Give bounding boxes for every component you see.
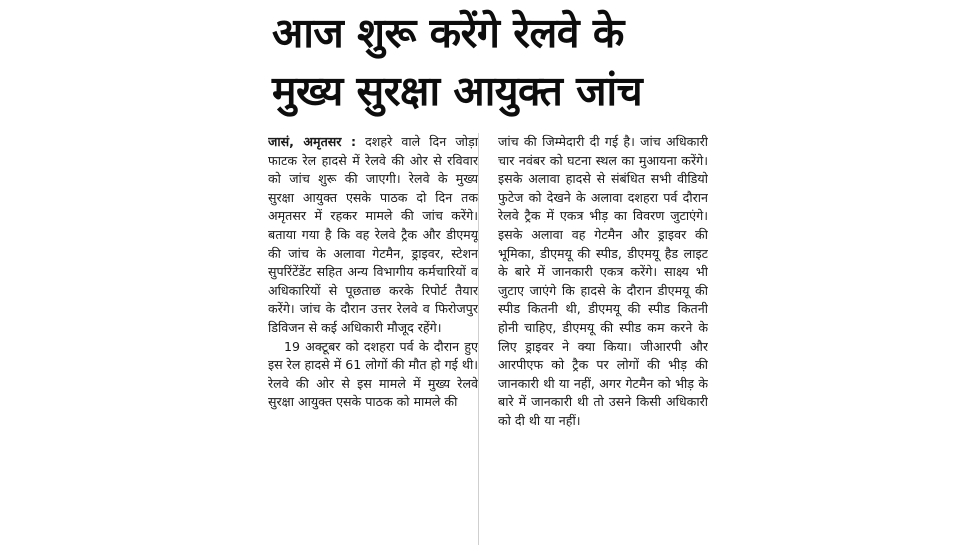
article-column-2 bbox=[498, 133, 708, 545]
headline bbox=[272, 4, 712, 120]
article-body bbox=[268, 133, 708, 545]
article-paragraph-1-text: दशहरे वाले दिन जोड़ा फाटक रेल हादसे में रेलवे की ओर से रविवार को जांच शुरू की जाएगी। रेलवे के मुख्य सुरक्षा आयुक्त एसके पाठक दो दिन तक अमृतसर में रहकर मामले की जांच करेंगे। बताया गया है कि वह रेलवे ट्रैक और डीएमयू की जांच के अलावा गेटमैन, ड्राइवर, स्टेशन सुपरिंटेंडेंट सहित अन्य विभागीय कर्मचारियों व अधिकारियों से पूछताछ करके रिपोर्ट तैयार करेंगे। जांच के दौरान उत्तर रेलवे व फिरोजपुर डिविजन से कई अधिकारी मौजूद रहेंगे। bbox=[268, 134, 478, 335]
article-paragraph-1 bbox=[268, 133, 478, 338]
article-paragraph-2: 19 अक्टूबर को दशहरा पर्व के दौरान हुए इस रेल हादसे में 61 लोगों की मौत हो गई थी। रेलवे की ओर से इस मामले में मुख्य रेलवे सुरक्षा आयुक्त एसके पाठक को मामले की bbox=[268, 338, 478, 410]
newspaper-clipping bbox=[262, 0, 712, 545]
headline-line-2: मुख्य सुरक्षा आयुक्त जांच bbox=[272, 67, 643, 115]
column-divider bbox=[478, 133, 479, 545]
dateline: जासं, अमृतसर : bbox=[268, 134, 356, 149]
article-column-1 bbox=[268, 133, 478, 545]
headline-line-1: आज शुरू करेंगे रेलवे के bbox=[272, 9, 624, 57]
article-paragraph-3: जांच की जिम्मेदारी दी गई है। जांच अधिकारी चार नवंबर को घटना स्थल का मुआयना करेंगे। इसके अलावा हादसे से संबंधित सभी वीडियो फुटेज को देखने के अलावा दशहरा पर्व दौरान रेलवे ट्रैक में एकत्र भीड़ का विवरण जुटाएंगे। इसके अलावा वह गेटमैन और ड्राइवर की भूमिका, डीएमयू की स्पीड, डीएमयू हैड लाइट के बारे में जानकारी एकत्र करेंगे। साक्ष्य भी जुटाए जाएंगे कि हादसे के दौरान डीएमयू की स्पीड कितनी थी, डीएमयू की स्पीड कितनी होनी चाहिए, डीएमयू की स्पीड कम करने के लिए ड्राइवर ने क्या किया। जीआरपी और आरपीएफ को ट्रैक पर लोगों की भीड़ की जानकारी थी या नहीं, अगर गेटमैन को भीड़ के बारे में जानकारी थी तो उसने किसी अधिकारी को दी थी या नहीं। bbox=[498, 134, 708, 428]
